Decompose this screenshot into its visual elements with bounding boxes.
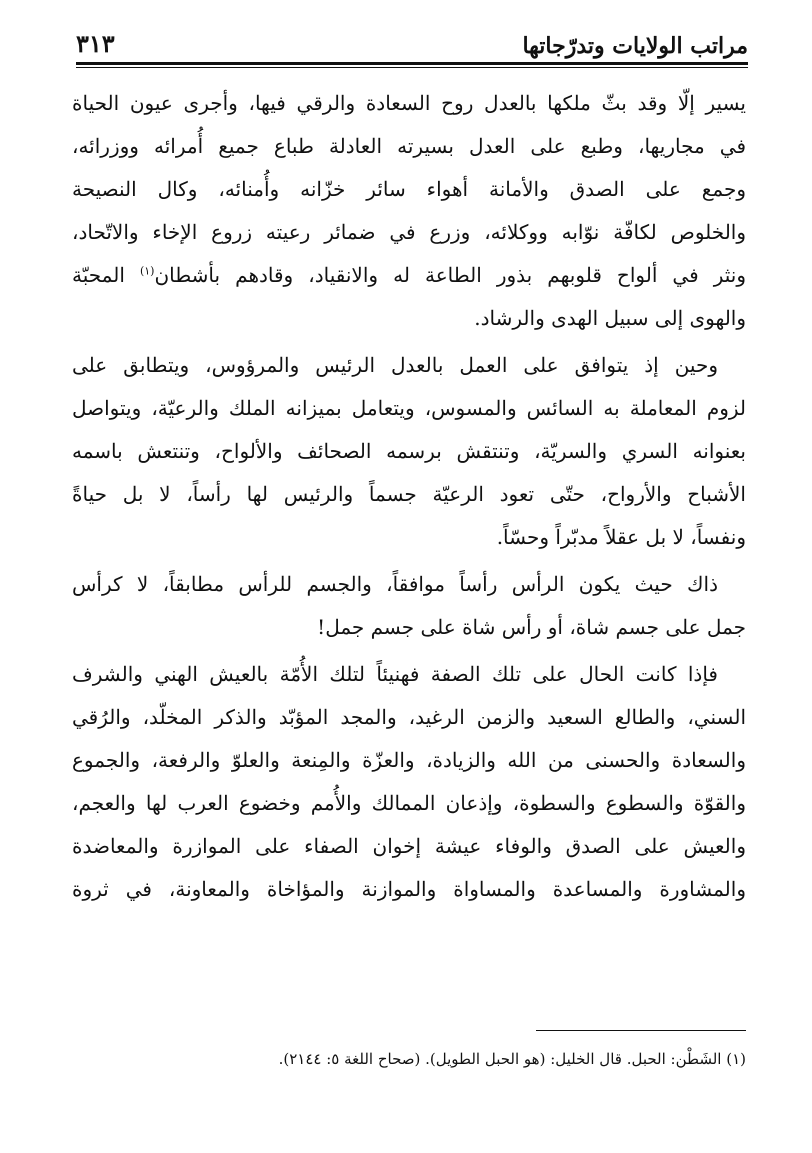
text-segment: المحبّة <box>72 263 125 287</box>
paragraph-3 <box>72 563 746 649</box>
footnote-separator <box>536 1030 746 1031</box>
text-line: وحين إذ يتوافق على العمل بالعدل الرئيس والمرؤوس، ويتطابق على <box>72 353 718 377</box>
header-rule-thick <box>76 62 748 65</box>
text-line: بعنوانه السري والسريّة، وتنتقش برسمه الصحائف والألواح، وتنتعش باسمه <box>72 439 746 463</box>
text-line: والهوى إلى سبيل الهدى والرشاد. <box>474 306 746 330</box>
text-line: فإذا كانت الحال على تلك الصفة فهنيئاً لتلك الأُمّة بالعيش الهني والشرف <box>72 662 718 686</box>
text-line: والخلوص لكافّة نوّابه ووكلائه، وزرع في ضمائر رعيته زروع الإخاء والاتّحاد، <box>72 220 746 244</box>
text-line: ونفساً، لا بل عقلاً مدبّراً وحسّاً. <box>496 525 746 549</box>
text-line: والقوّة والسطوع والسطوة، وإذعان الممالك والأُمم وخضوع العرب لها والعجم، <box>72 791 746 815</box>
text-line: والسعادة والحسنى من الله والزيادة، والعزّة والمِنعة والعلوّ والرفعة، والجموع <box>72 748 746 772</box>
paragraph-2 <box>72 344 746 559</box>
text-line: في مجاريها، وطبع على العدل بسيرته العادلة طباع جميع أُمرائه ووزرائه، <box>72 134 746 158</box>
text-line: جمل على جسم شاة، أو رأس شاة على جسم جمل! <box>317 615 746 639</box>
text-line: يسير إلّا وقد بثّ ملكها بالعدل روح السعادة والرقي فيها، وأجرى عيون الحياة <box>72 91 746 115</box>
text-line: ذاك حيث يكون الرأس رأساً موافقاً، والجسم للرأس مطابقاً، لا كرأس <box>72 572 718 596</box>
footnote: (١) الشَطْن: الحبل. قال الخليل: (هو الحبل الطويل). (صحاح اللغة ٥: ٢١٤٤). <box>278 1050 746 1068</box>
header-rule-thin <box>76 67 748 68</box>
text-line: وجمع على الصدق والأمانة أهواء سائر خزّانه وأُمنائه، وكال النصيحة <box>72 177 746 201</box>
main-text <box>72 82 746 911</box>
text-line: لزوم المعاملة به السائس والمسوس، ويتعامل بميزانه الملك والرعيّة، ويتواصل <box>72 396 746 420</box>
text-line: الأشباح والأرواح، حتّى تعود الرعيّة جسماً والرئيس لها رأساً، لا بل حياةً <box>72 482 746 506</box>
paragraph-1 <box>72 82 746 340</box>
text-segment: ونثر في ألواح قلوبهم بذور الطاعة له والانقياد، وقادهم بأشطان <box>154 263 746 287</box>
footnote-reference[interactable]: (١) <box>139 264 155 278</box>
text-line: السني، والطالع السعيد والزمن الرغيد، والمجد المؤبّد والذكر المخلّد، والرُقي <box>72 705 746 729</box>
running-header <box>76 30 748 64</box>
text-line: والمشاورة والمساعدة والمساواة والموازنة والمؤاخاة والمعاونة، في ثروة <box>72 877 746 901</box>
text-line-with-footnote-ref <box>72 254 746 297</box>
text-line: والعيش على الصدق والوفاء عيشة إخوان الصفاء على الموازرة والمعاضدة <box>72 834 746 858</box>
paragraph-4 <box>72 653 746 911</box>
chapter-title: مراتب الولايات وتدرّجاتها <box>522 33 748 59</box>
page-number: ٣١٣ <box>76 29 115 58</box>
